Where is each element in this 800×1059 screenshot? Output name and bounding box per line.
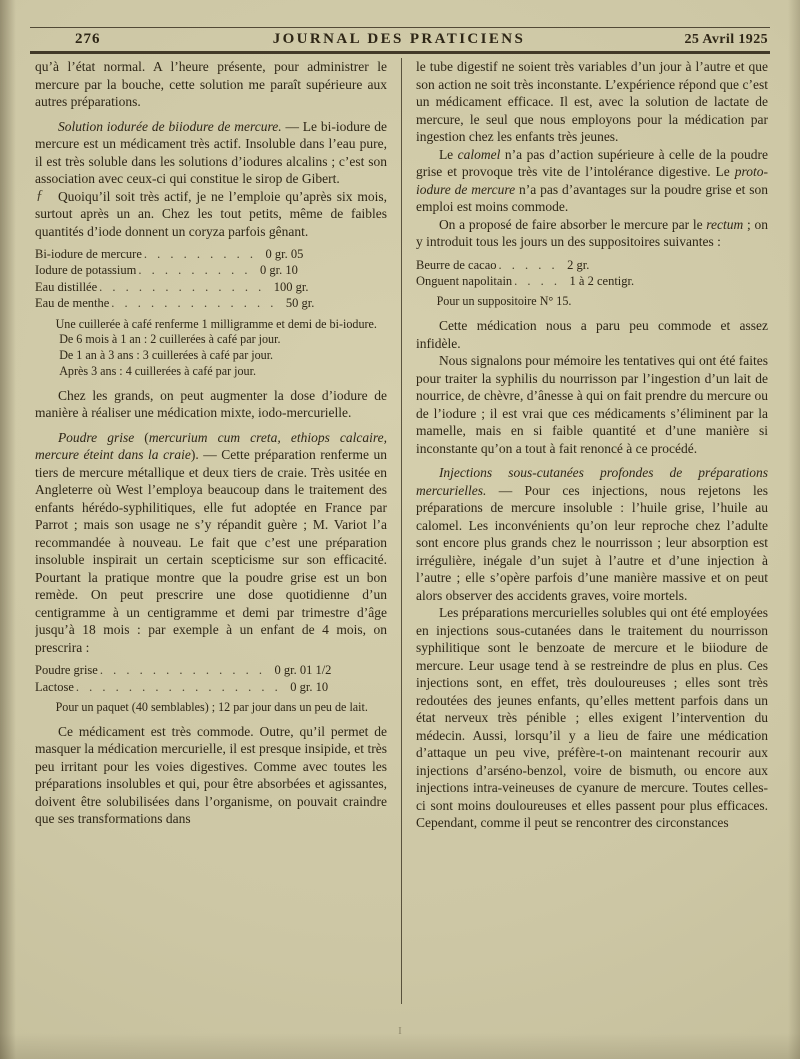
page-body	[35, 58, 768, 1014]
ingredient-quantity: 0 gr. 05	[265, 247, 304, 261]
prescription-row	[416, 257, 768, 273]
prescription-row	[35, 295, 387, 311]
page-number: 276	[75, 31, 101, 47]
prescription-row	[35, 262, 387, 278]
prescription-row	[35, 679, 387, 695]
issue-date: 25 Avril 1925	[684, 32, 768, 47]
ingredient-name: Eau distillée	[35, 279, 98, 294]
paragraph: Le calomel n’a pas d’action supérieure à celle de la poudre grise et provoque très vite de l’intolérance digestive. Le proto-iodure de mercure n’a pas d’avantages sur la poudre grise et son emploi est moins commode.	[416, 146, 768, 214]
paragraph: Chez les grands, on peut augmenter la dose d’iodure de manière à réaliser une médication mixte, iodo-mercurielle.	[35, 387, 387, 421]
prescription-row	[416, 273, 768, 289]
print-artifact-mark: ƒ	[36, 187, 43, 203]
ingredient-quantity: 1 à 2 centigr.	[569, 273, 635, 288]
dot-leader: . . . . . . . . .	[138, 263, 251, 278]
ingredient-name: Bi-iodure de mercure	[35, 247, 142, 261]
dot-leader: . . . . .	[498, 257, 559, 272]
ingredient-name: Eau de menthe	[35, 296, 110, 311]
header-rule-top	[30, 27, 770, 28]
paragraph: Les préparations mercurielles solubles qui ont été employées en injections sous-cutanées dans le traitement du nourrisson syphilitique sont le benzoate de mercure et le biiodure de mercure. Leur usage tend à se restreindre de plus en plus. Ces injections sont, en effet, très douloureuses ; elles sont très redoutées des jeunes enfants, qu’elles mettent parfois dans un état nerveux très pénible ; elles exigent l’intervention du médecin. Aussi, lorsqu’il y a lieu de faire une médication d’attaque un peu vive, préfère-t-on maintenant recourir aux injections d’arséno-benzol, voire de bismuth, ou encore aux injections intra-veineuses de cyanure de mercure. Toutes celles-ci sont moins douloureuses et elles passent pour plus efficaces. Cependant, comme il peut se rencontrer des circonstances	[416, 605, 768, 831]
page-header	[30, 27, 770, 54]
paragraph: le tube digestif ne soient très variables d’un jour à l’autre et que son action ne soit très inconstante. L’expérience répond que c’est un médicament efficace. Il est, avec la solution de lactate de mercure, le seul que nous employons pour la médication par ingestion chez les enfants très jeunes.	[416, 59, 768, 144]
dot-leader: . . . . . . . . . . . . .	[111, 296, 277, 311]
ingredient-name: Iodure de potassium	[35, 263, 137, 278]
dot-leader: . . . . . . . . .	[143, 247, 257, 261]
left-column	[35, 58, 387, 1014]
ingredient-quantity: 2 gr.	[567, 257, 590, 272]
paragraph: Ce médicament est très commode. Outre, qu’il permet de masquer la médication mercurielle, il est presque insipide, et très peu irritant pour les voies digestives. Comme avec toutes les préparations insolubles et qui, pour être absorbées et agissantes, doivent être solubilisées dans l’organisme, on pouvait craindre que ses transformations dans	[35, 723, 387, 827]
prescription-note: Pour un paquet (40 semblables) ; 12 par jour dans un peu de lait.	[55, 700, 368, 715]
prescription-row	[35, 246, 387, 262]
paragraph: qu’à l’état normal. A l’heure présente, pour administrer le mercure par la bouche, cette solution me paraît supérieure aux autres préparations.	[35, 59, 387, 109]
header-rule-bottom	[30, 51, 770, 54]
paragraph: Solution iodurée de biiodure de mercure. — Le bi-iodure de mercure est un médicament très actif. Insoluble dans l’eau pure, il est très soluble dans les solutions d’iodures alcalins ; c’est son association avec ceux-ci qui constitue le sirop de Gibert.	[35, 118, 387, 186]
print-artifact-footer: I	[398, 1025, 402, 1037]
ingredient-name: Onguent napolitain	[416, 273, 513, 288]
prescription-block	[416, 257, 768, 290]
paragraph: Cette médication nous a paru peu commode et assez infidèle.	[416, 318, 768, 351]
paragraph: Poudre grise (mercurium cum creta, ethiops calcaire, mercure éteint dans la craie). — Cette préparation renferme un tiers de mercure métallique et deux tiers de craie. Très usitée en Angleterre où West l’employa beaucoup dans le traitement des enfants hérédo-syphilitiques, elle fut adoptée en France par Parrot ; mais son usage ne s’y répandit guère ; M. Variot l’a recommandée à nouveau. Le fait que c’est une préparation insoluble inspirait un certain scepticisme sur son efficacité. Pourtant la pratique montre que la poudre grise est un bon remède. On peut prescrire une dose quotidienne d’un centigramme à un centigramme et demi par trimestre d’âge jusqu’à 18 mois : par exemple à un enfant de 4 mois, on prescrira :	[35, 429, 387, 655]
column-divider	[401, 58, 402, 1004]
prescription-note: Une cuillerée à café renferme 1 milligramme et demi de bi-iodure.	[55, 316, 377, 331]
paragraph: On a proposé de faire absorber le mercure par le rectum ; on y introduit tous les jours un des suppositoires suivantes :	[416, 216, 768, 249]
dosage-line: De 1 an à 3 ans : 3 cuillerées à café par jour.	[59, 348, 274, 363]
header-row	[30, 28, 770, 51]
ingredient-name: Lactose	[35, 679, 74, 694]
paragraph: ƒ Quoiqu’il soit très actif, je ne l’emploie qu’après six mois, surtout après un an. Chez les tout petits, même de faibles quantités d’iode donnent un coryza parfois gênant.	[35, 187, 387, 239]
journal-title: JOURNAL DES PRATICIENS	[272, 31, 526, 47]
paragraph: Injections sous-cutanées profondes de préparations mercurielles. — Pour ces injections, nous rejetons les préparations de mercure insoluble : l’huile grise, l’huile au calomel. Les inconvénients qu’on leur reproche chez l’adulte sont encore plus grands chez le nourrisson ; leur absorption est irrégulière, inégale d’un sujet à l’autre et d’une injection à l’autre ; elle s’opère parfois d’une manière massive et on peut alors observer des accidents graves, voire mortels.	[416, 465, 768, 603]
prescription-block	[35, 246, 387, 312]
ingredient-name: Beurre de cacao	[416, 257, 497, 272]
dosage-line: Après 3 ans : 4 cuillerées à café par jour.	[59, 364, 256, 379]
right-column	[416, 58, 768, 1014]
ingredient-quantity: 50 gr.	[285, 296, 315, 311]
ingredient-quantity: 0 gr. 01 1/2	[274, 663, 332, 678]
prescription-note: Pour un suppositoire N° 15.	[436, 294, 572, 309]
prescription-row	[35, 662, 387, 678]
ingredient-quantity: 100 gr.	[273, 279, 309, 294]
prescription-row	[35, 279, 387, 295]
dot-leader: . . . . . . . . . . . . . . . .	[75, 679, 282, 694]
dot-leader: . . . . . . . . . . . . .	[99, 279, 265, 294]
dot-leader: . . . .	[514, 273, 561, 288]
ingredient-quantity: 0 gr. 10	[290, 679, 329, 694]
ingredient-quantity: 0 gr. 10	[260, 263, 298, 278]
dot-leader: . . . . . . . . . . . . .	[99, 663, 266, 678]
prescription-block	[35, 662, 387, 695]
dosage-line: De 6 mois à 1 an : 2 cuillerées à café par jour.	[59, 332, 281, 347]
paragraph: Nous signalons pour mémoire les tentatives qui ont été faites pour traiter la syphilis du nourrisson par l’ingestion d’un lait de nourrice, de chèvre, d’ânesse à qui on fait prendre du mercure ou de l’iodure ; il est vrai que ces médicaments s’éliminent par la mamelle, mais en si faible quantité et d’une manière si inconstante qu’on a tout à fait renoncé à ce procédé.	[416, 353, 768, 456]
ingredient-name: Poudre grise	[35, 663, 98, 678]
